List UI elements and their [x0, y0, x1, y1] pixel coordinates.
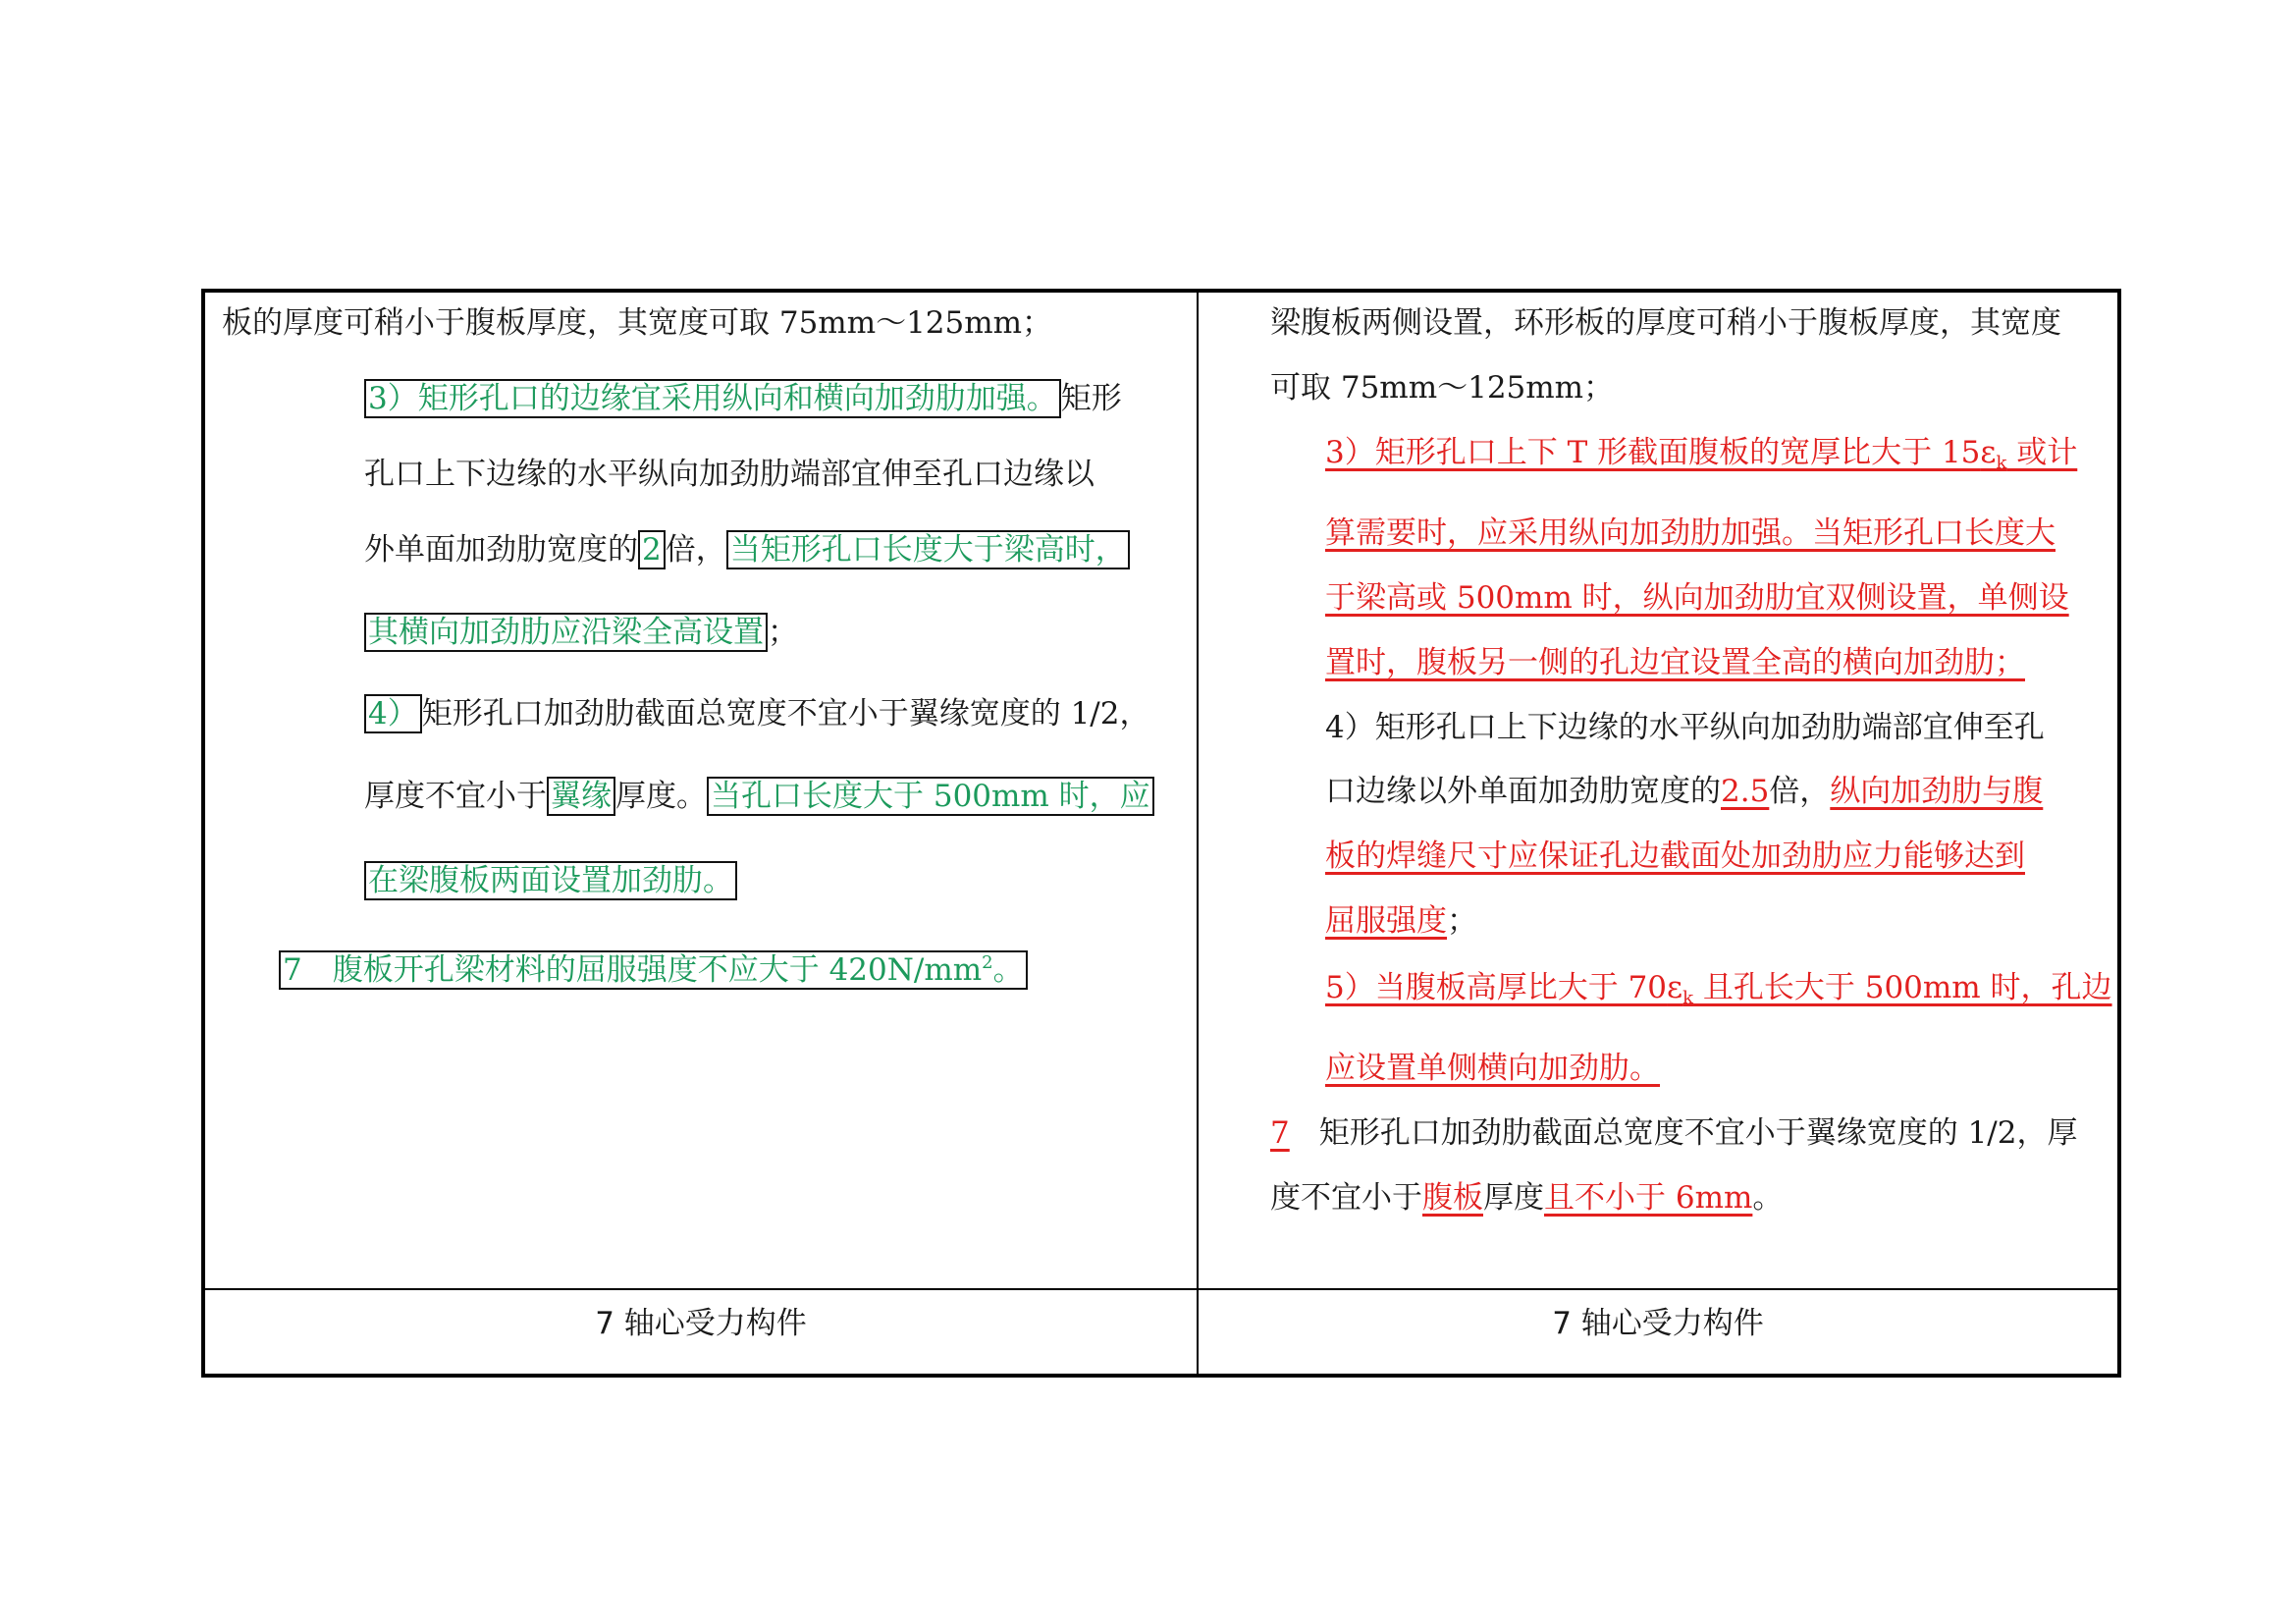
right-item-7-number: 7 — [1270, 1115, 1290, 1151]
left-both-sides-box: 在梁腹板两面设置加劲肋。 — [364, 861, 737, 900]
left-line-3: 孔口上下边缘的水平纵向加劲肋端部宜伸至孔口边缘以 — [364, 457, 1095, 492]
left-line-1: 板的厚度可稍小于腹板厚度，其宽度可取 75mm～125mm； — [222, 305, 1053, 341]
left-length-condition: 当矩形孔口长度大于梁高时， — [726, 530, 1130, 569]
right-line-14: 度不宜小于腹板厚度且不小于 6mm。 — [1270, 1180, 1784, 1216]
right-line-4: 算需要时，应采用纵向加劲肋加强。当矩形孔口长度大 — [1325, 515, 2056, 551]
left-line-5: 其横向加劲肋应沿梁全高设置 ； — [364, 613, 798, 652]
left-full-height-box: 其横向加劲肋应沿梁全高设置 — [364, 613, 768, 652]
right-line-13: 7 矩形孔口加劲肋截面总宽度不宜小于翼缘宽度的 1/2，厚 — [1270, 1115, 2078, 1151]
right-line-10: 屈服强度； — [1325, 903, 1477, 939]
column-divider — [1197, 293, 1199, 1374]
right-line-8: 口边缘以外单面加劲肋宽度的2.5倍，纵向加劲肋与腹 — [1325, 774, 2044, 809]
right-line-2: 可取 75mm～125mm； — [1270, 370, 1615, 406]
left-line-9 — [279, 944, 1028, 990]
right-line-7: 4）矩形孔口上下边缘的水平纵向加劲肋端部宜伸至孔 — [1325, 710, 2045, 745]
left-hole-length-box: 当孔口长度大于 500mm 时，应 — [707, 777, 1154, 816]
right-line-1: 梁腹板两侧设置，环形板的厚度可稍小于腹板厚度，其宽度 — [1270, 305, 2061, 341]
left-line-6: 4） 矩形孔口加劲肋截面总宽度不宜小于翼缘宽度的 1/2， — [364, 694, 1149, 733]
footer-left-chapter: 7 轴心受力构件 — [595, 1306, 807, 1341]
left-line-7: 厚度不宜小于 翼缘 厚度。 当孔口长度大于 500mm 时，应 — [364, 777, 1154, 816]
left-line-4: 外单面加劲肋宽度的 2 倍， 当矩形孔口长度大于梁高时， — [364, 530, 1130, 569]
right-line-12: 应设置单侧横向加劲肋。 — [1325, 1051, 1660, 1086]
right-line-9: 板的焊缝尺寸应保证孔边截面处加劲肋应力能够达到 — [1325, 839, 2025, 874]
right-multiplier: 2.5 — [1721, 774, 1770, 809]
right-line-5: 于梁高或 500mm 时，纵向加劲肋宜双侧设置，单侧设 — [1325, 580, 2069, 616]
left-line-8 — [364, 861, 737, 900]
right-line-6: 置时，腹板另一侧的孔边宜设置全高的横向加劲肋； — [1325, 645, 2025, 680]
left-line-2: 3）矩形孔口的边缘宜采用纵向和横向加劲肋加强。 矩形 — [364, 379, 1122, 418]
left-item-3-highlight: 3）矩形孔口的边缘宜采用纵向和横向加劲肋加强。 — [364, 379, 1061, 418]
comparison-table — [201, 289, 2121, 1378]
right-line-11: 5）当腹板高厚比大于 $70\varepsilon_k$ 且孔长大于 500mm 时，孔边 — [1325, 970, 2112, 1008]
footer-right-chapter: 7 轴心受力构件 — [1552, 1306, 1764, 1341]
left-item-7-box: 7 腹板开孔梁材料的屈服强度不应大于 $420N/mm^2$。 — [279, 950, 1028, 990]
left-multiplier-box: 2 — [638, 530, 666, 569]
left-item-4-box: 4） — [364, 694, 422, 733]
footer-divider — [205, 1288, 2117, 1290]
right-line-3: 3）矩形孔口上下 T 形截面腹板的宽厚比大于 $15\varepsilon_k$ 或计 — [1325, 435, 2078, 473]
left-flange-box: 翼缘 — [547, 777, 615, 816]
